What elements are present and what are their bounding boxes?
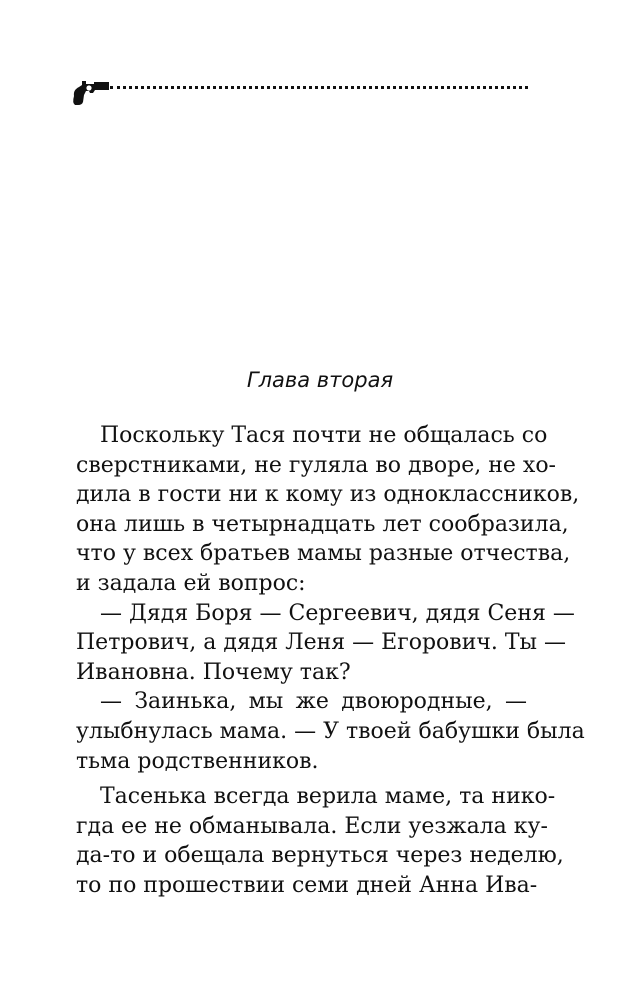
- body-text: [76, 421, 585, 901]
- chapter-title: Глава вторая: [246, 368, 394, 392]
- text-line: улыбнулась мама. — У твоей бабушки была: [76, 718, 585, 744]
- paragraph: [76, 782, 564, 900]
- text-line: гда ее не обманывала. Если уезжала ку-: [76, 813, 548, 839]
- text-line: что у всех братьев мамы разные отчества,: [76, 541, 571, 567]
- revolver-icon: [72, 78, 110, 106]
- text-line: тьма родственников.: [76, 748, 319, 774]
- text-line: Ивановна. Почему так?: [76, 659, 351, 685]
- paragraph: [76, 421, 580, 599]
- text-line: — Заинька, мы же двоюродные, —: [100, 689, 527, 715]
- text-line: Петрович, а дядя Леня — Егорович. Ты —: [76, 630, 567, 656]
- paragraph: [76, 599, 575, 688]
- header-ornament: [72, 78, 530, 106]
- text-line: Поскольку Тася почти не общалась со: [100, 423, 548, 448]
- paragraph: [76, 687, 585, 776]
- text-line: дила в гости ни к кому из одноклассников,: [76, 482, 580, 508]
- text-line: — Дядя Боря — Сергеевич, дядя Сеня —: [100, 600, 575, 626]
- text-line: она лишь в четырнадцать лет сообразила,: [76, 511, 569, 537]
- dotted-rule: [110, 86, 528, 89]
- text-line: сверстниками, не гуляла во дворе, не хо-: [76, 452, 556, 478]
- text-line: и задала ей вопрос:: [76, 570, 306, 596]
- text-line: то по прошествии семи дней Анна Ива-: [76, 872, 538, 898]
- text-line: Тасенька всегда верила маме, та нико-: [100, 784, 556, 810]
- text-line: да-то и обещала вернуться через неделю,: [76, 843, 564, 869]
